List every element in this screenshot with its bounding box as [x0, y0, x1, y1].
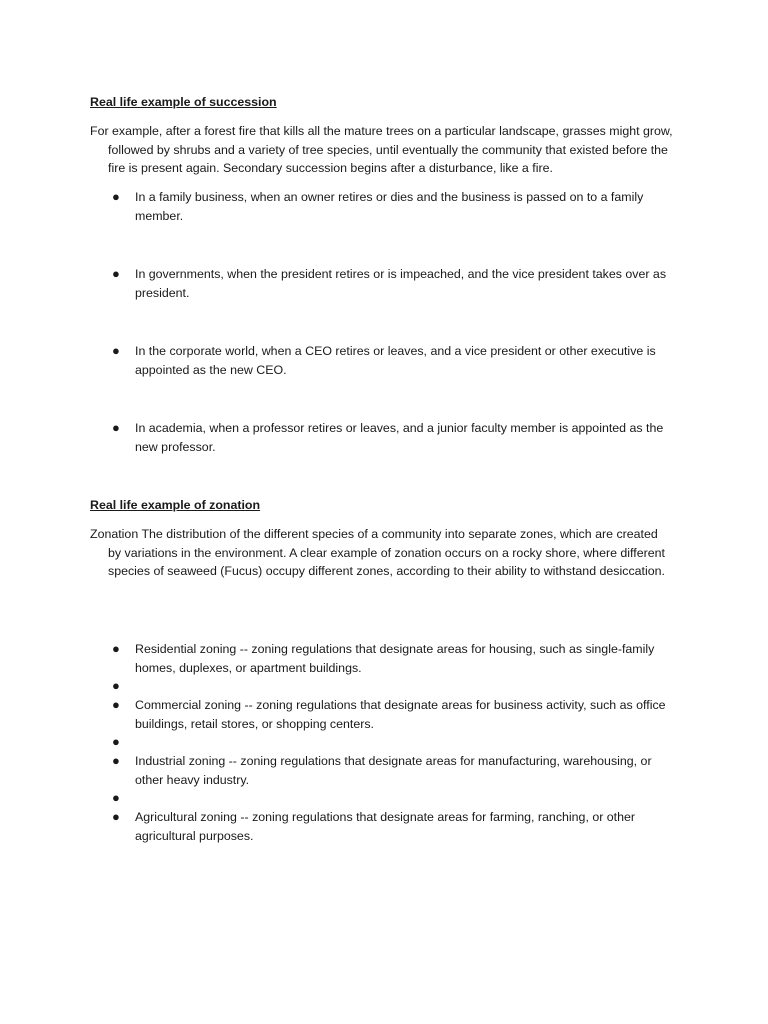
list-item-text: In academia, when a professor retires or leaves, and a junior faculty member is appointed as the new professor. [135, 421, 664, 454]
bullet-dot-icon: ● [112, 734, 120, 749]
bullet-dot-icon: ● [112, 266, 120, 281]
succession-heading: Real life example of succession [90, 95, 277, 109]
list-item-text: Commercial zoning -- zoning regulations that designate areas for business activity, such as office buildings, retail stores, or shopping centers. [135, 698, 666, 731]
list-item-text: Residential zoning -- zoning regulations that designate areas for housing, such as single-family homes, duplexes, or apartment buildings. [135, 642, 655, 675]
bullet-dot-icon: ● [112, 753, 120, 768]
bullet-dot-icon: ● [112, 420, 120, 435]
list-item-text: In a family business, when an owner retires or dies and the business is passed on to a family member. [135, 190, 644, 223]
bullet-dot-icon: ● [112, 697, 120, 712]
bullet-dot-icon: ● [112, 790, 120, 805]
bullet-dot-icon: ● [112, 189, 120, 204]
list-item-text: Industrial zoning -- zoning regulations that designate areas for manufacturing, warehousing, or other heavy industry. [135, 754, 652, 787]
bullet-dot-icon: ● [112, 678, 120, 693]
zonation-heading: Real life example of zonation [90, 498, 261, 512]
list-item-text: In the corporate world, when a CEO retires or leaves, and a vice president or other executive is appointed as the new CEO. [135, 344, 656, 377]
zonation-paragraph: Zonation The distribution of the different species of a community into separate zones, which are created by variations in the environment. A clear example of zonation occurs on a rocky shore, where different species of seaweed (Fucus) occupy different zones, according to their ability to withstand desiccation. [90, 527, 665, 579]
bullet-dot-icon: ● [112, 343, 120, 358]
list-item-text: In governments, when the president retires or is impeached, and the vice president takes over as president. [135, 267, 667, 300]
bullet-dot-icon: ● [112, 809, 120, 824]
bullet-dot-icon: ● [112, 641, 120, 656]
list-item-text: Agricultural zoning -- zoning regulations that designate areas for farming, ranching, or other agricultural purposes. [135, 810, 636, 843]
succession-paragraph: For example, after a forest fire that kills all the mature trees on a particular landscape, grasses might grow, followed by shrubs and a variety of tree species, until eventually the community that existed before the fire is present again. Secondary succession begins after a disturbance, like a fire. [90, 124, 673, 176]
